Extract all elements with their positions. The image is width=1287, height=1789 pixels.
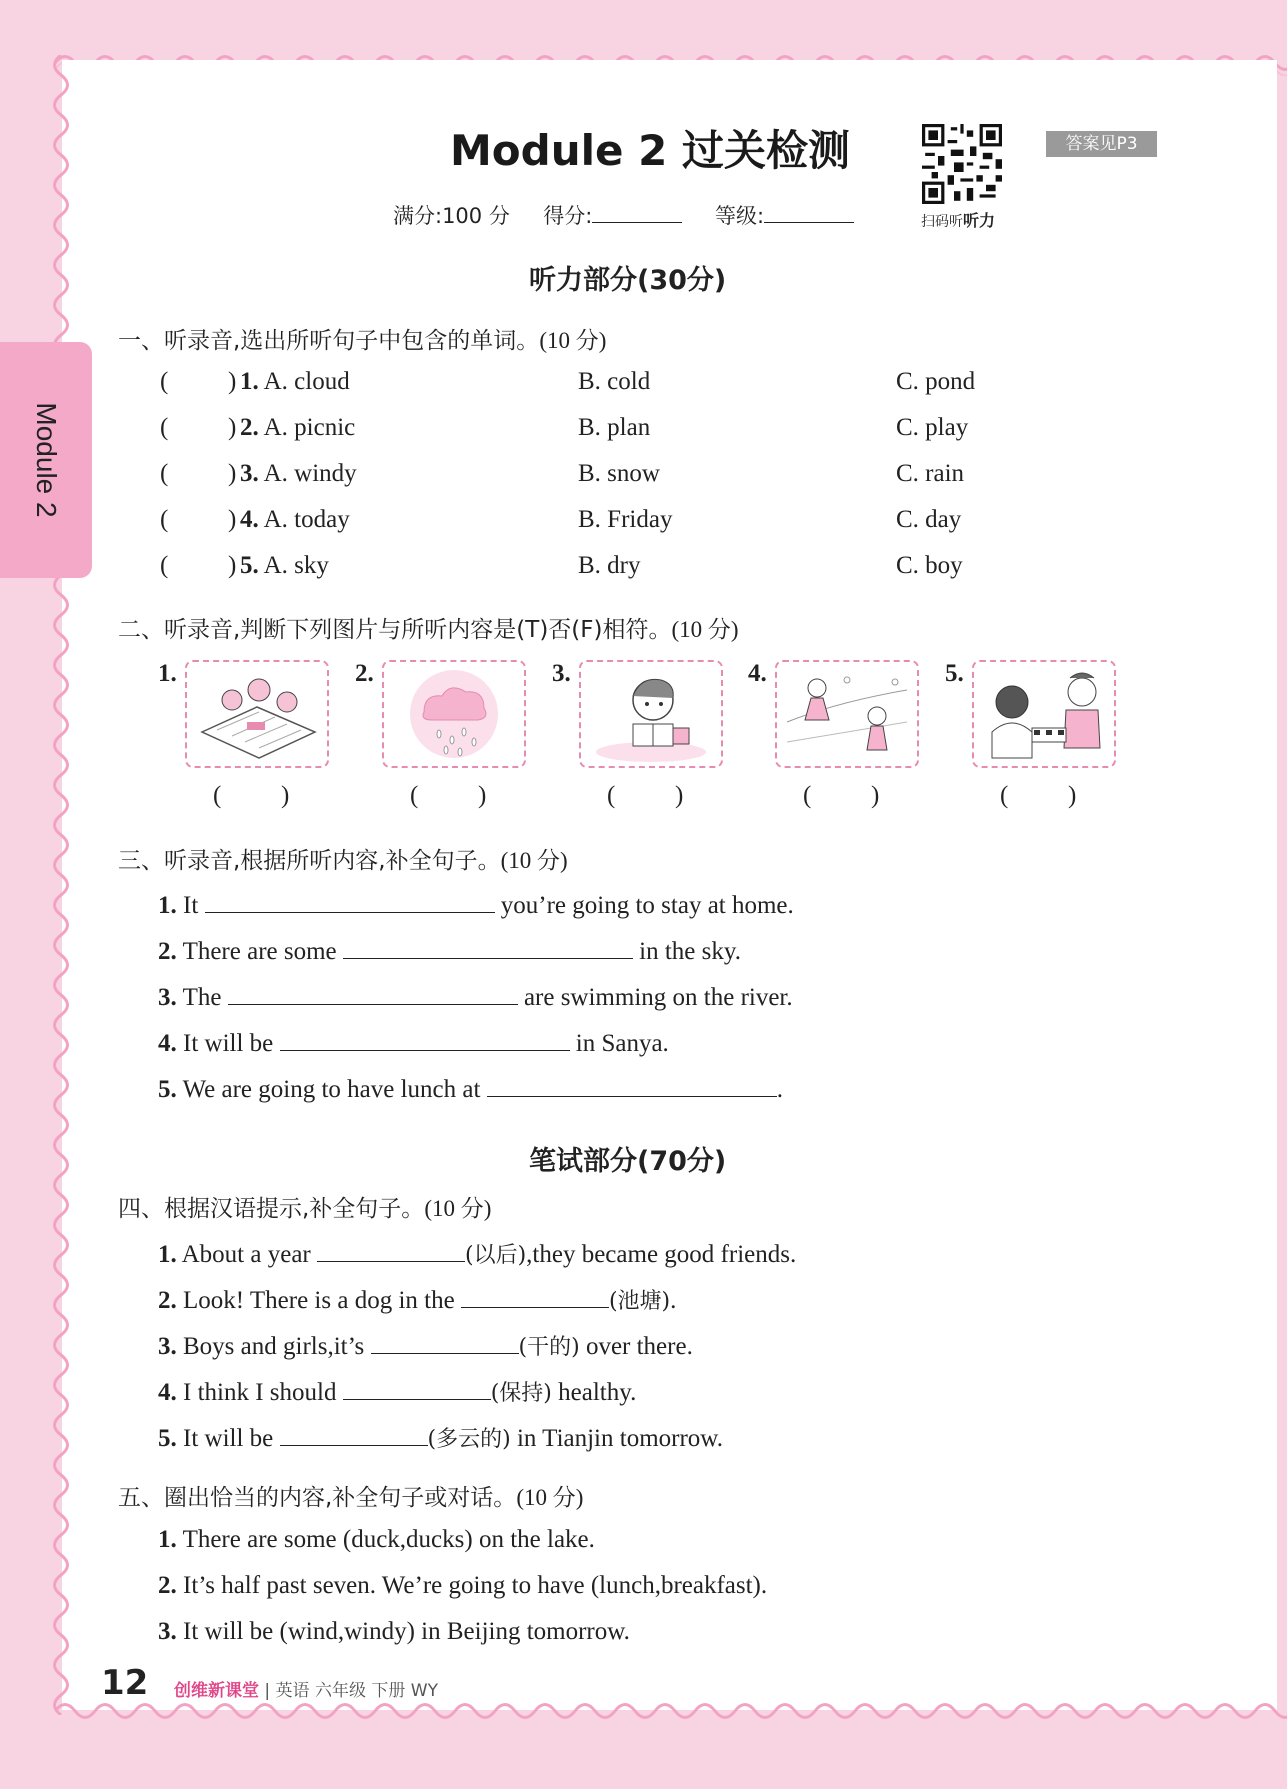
- answer-paren-close: ): [228, 506, 237, 533]
- item-number: 2.: [158, 1572, 177, 1599]
- picture-number: 5.: [945, 660, 964, 687]
- snow-play-picture: [775, 660, 919, 768]
- option-c: C. play: [896, 414, 969, 441]
- sentence-after: in Tianjin tomorrow.: [516, 1425, 723, 1452]
- answer-blank[interactable]: [205, 888, 495, 913]
- sentence-after: ,they became good friends.: [526, 1241, 797, 1268]
- worksheet-paper: [62, 60, 1277, 1710]
- answer-paren-close: ): [228, 368, 237, 395]
- section-5-title: 五、圈出恰当的内容,补全句子或对话。: [118, 1485, 517, 1511]
- item-number: 5.: [158, 1076, 177, 1103]
- sentence-before: It will be: [183, 1425, 274, 1452]
- grade-field[interactable]: [764, 222, 854, 223]
- section-1-points: (10 分): [539, 328, 607, 353]
- answer-paren-open[interactable]: (: [160, 552, 169, 579]
- picnic-picture: [185, 660, 329, 768]
- sentence-after: over there.: [585, 1333, 693, 1360]
- sentence-after: in the sky.: [639, 938, 741, 965]
- answer-paren-open[interactable]: (: [160, 460, 169, 487]
- page-number: 12: [101, 1663, 149, 1703]
- grade-label: 等级:: [715, 204, 765, 228]
- sentence-after: .: [776, 1076, 783, 1103]
- reading-boy-illustration: [581, 662, 721, 766]
- fill-sentence: [158, 1283, 676, 1315]
- option-b: B. dry: [578, 552, 641, 579]
- option-b: B. snow: [578, 460, 660, 487]
- option-c: C. rain: [896, 460, 965, 487]
- fill-sentence: [158, 1421, 723, 1453]
- fill-sentence: [158, 1237, 796, 1269]
- item-number: 4.: [240, 506, 259, 533]
- section-4-title: 四、根据汉语提示,补全句子。: [118, 1196, 425, 1222]
- section-3-points: (10 分): [500, 848, 568, 873]
- answer-blank[interactable]: [280, 1421, 428, 1446]
- option-c: C. boy: [896, 552, 963, 579]
- side-tab-label: Module 2: [31, 402, 62, 518]
- picnic-illustration: [187, 662, 327, 766]
- chess-illustration: [974, 662, 1114, 766]
- item-number: 3.: [158, 1333, 177, 1360]
- option-b: B. plan: [578, 414, 651, 441]
- snow-play-illustration: [777, 662, 917, 766]
- item-number: 1.: [158, 1241, 177, 1268]
- choice-sentence: [158, 1526, 595, 1554]
- item-number: 2.: [158, 1287, 177, 1314]
- sentence-after: in Sanya.: [575, 1030, 669, 1057]
- sentence-after: are swimming on the river.: [523, 984, 793, 1011]
- sentence-before: I think I should: [183, 1379, 337, 1406]
- option-a: A. windy: [263, 460, 357, 487]
- fill-sentence: [158, 934, 741, 966]
- fill-sentence: [158, 888, 794, 920]
- sentence-before: About a year: [181, 1241, 311, 1268]
- section-2-title: 二、听录音,判断下列图片与所听内容是(T)否(F)相符。: [118, 617, 672, 643]
- picture-number: 1.: [158, 660, 177, 687]
- item-number: 5.: [240, 552, 259, 579]
- section-1-title: 一、听录音,选出所听句子中包含的单词。: [118, 328, 540, 354]
- sentence-text[interactable]: There are some (duck,ducks) on the lake.: [182, 1526, 595, 1553]
- sentence-before: Look! There is a dog in the: [183, 1287, 455, 1314]
- sentence-after: healthy.: [558, 1379, 637, 1406]
- option-a: A. today: [263, 506, 350, 533]
- section-5-points: (10 分): [516, 1485, 584, 1510]
- answer-blank[interactable]: [343, 934, 633, 959]
- section-4-points: (10 分): [424, 1196, 492, 1221]
- choice-sentence: [158, 1572, 767, 1600]
- wavy-border-bottom: [55, 1698, 1287, 1724]
- chinese-hint: (池塘): [608, 1289, 671, 1314]
- answer-blank[interactable]: [461, 1283, 609, 1308]
- section-2-heading: [118, 611, 739, 644]
- option-c: C. pond: [896, 368, 976, 395]
- section-1-heading: [118, 322, 606, 355]
- answer-blank[interactable]: [317, 1237, 465, 1262]
- section-3-heading: [118, 842, 568, 875]
- section-2-points: (10 分): [671, 617, 739, 642]
- section-5-heading: [118, 1479, 583, 1512]
- chinese-hint: (保持): [490, 1381, 552, 1406]
- rain-cloud-illustration: [384, 662, 524, 766]
- page-title: Module 2 过关检测: [450, 126, 850, 175]
- score-label: 得分:: [543, 204, 593, 228]
- item-number: 2.: [158, 938, 177, 965]
- answer-paren-close: ): [228, 460, 237, 487]
- item-number: 2.: [240, 414, 259, 441]
- qr-caption-bold: 听力: [963, 211, 996, 230]
- item-number: 1.: [158, 892, 177, 919]
- fill-sentence: [158, 1329, 693, 1361]
- item-number: 3.: [158, 984, 177, 1011]
- listening-part-heading: 听力部分(30分): [529, 265, 727, 296]
- answer-badge: 答案见P3: [1046, 131, 1157, 157]
- fill-sentence: [158, 980, 793, 1012]
- writing-part-heading: 笔试部分(70分): [529, 1146, 727, 1177]
- item-number: 4.: [158, 1030, 177, 1057]
- item-number: 1.: [240, 368, 259, 395]
- option-b: B. Friday: [578, 506, 673, 533]
- book-info: 英语 六年级 下册 WY: [275, 1681, 438, 1701]
- sentence-text[interactable]: It’s half past seven. We’re going to have (lunch,breakfast).: [183, 1572, 768, 1599]
- module-side-tab: [0, 342, 92, 578]
- item-number: 3.: [240, 460, 259, 487]
- answer-paren-close: ): [228, 414, 237, 441]
- answer-paren-open[interactable]: (: [160, 368, 169, 395]
- sentence-before: We are going to have lunch at: [182, 1076, 481, 1103]
- answer-blank[interactable]: [280, 1026, 570, 1051]
- picture-number: 4.: [748, 660, 767, 687]
- score-field[interactable]: [592, 222, 682, 223]
- picture-number: 2.: [355, 660, 374, 687]
- item-number: 3.: [158, 1618, 177, 1645]
- answer-blank[interactable]: [228, 980, 518, 1005]
- score-line: [393, 200, 880, 230]
- section-4-heading: [118, 1190, 491, 1223]
- choice-sentence: [158, 1618, 630, 1646]
- answer-paren-close: ): [228, 552, 237, 579]
- picture-number: 3.: [552, 660, 571, 687]
- qr-caption-small: 扫码听: [921, 214, 963, 230]
- reading-boy-picture: [579, 660, 723, 768]
- chinese-hint: (干的): [518, 1335, 580, 1360]
- chess-picture: [972, 660, 1116, 768]
- fill-sentence: [158, 1026, 669, 1058]
- sentence-after: you’re going to stay at home.: [500, 892, 794, 919]
- brand-name: 创维新课堂: [174, 1681, 259, 1701]
- qr-caption: [921, 208, 995, 231]
- footer-info: 创维新课堂 | 英语 六年级 下册 WY: [174, 1681, 438, 1701]
- answer-paren-open[interactable]: (: [160, 506, 169, 533]
- option-a: A. picnic: [263, 414, 356, 441]
- rain-picture: [382, 660, 526, 768]
- item-number: 5.: [158, 1425, 177, 1452]
- answer-paren-open[interactable]: (: [160, 414, 169, 441]
- sentence-after: .: [670, 1287, 677, 1314]
- sentence-before: It: [183, 892, 199, 919]
- sentence-before: Boys and girls,it’s: [183, 1333, 365, 1360]
- sentence-before: It will be: [183, 1030, 274, 1057]
- chinese-hint: (以后): [465, 1243, 527, 1268]
- item-number: 4.: [158, 1379, 177, 1406]
- chinese-hint: (多云的): [427, 1427, 511, 1452]
- fill-sentence: [158, 1072, 783, 1104]
- answer-blank[interactable]: [371, 1329, 519, 1354]
- sentence-before: The: [182, 984, 222, 1011]
- answer-blank[interactable]: [343, 1375, 491, 1400]
- option-b: B. cold: [578, 368, 651, 395]
- section-3-title: 三、听录音,根据所听内容,补全句子。: [118, 848, 501, 874]
- option-a: A. cloud: [263, 368, 350, 395]
- item-number: 1.: [158, 1526, 177, 1553]
- fill-sentence: [158, 1375, 636, 1407]
- option-c: C. day: [896, 506, 962, 533]
- qr-code-icon[interactable]: [922, 124, 1002, 204]
- answer-blank[interactable]: [487, 1072, 777, 1097]
- full-score: 满分:100 分: [393, 204, 510, 228]
- sentence-text[interactable]: It will be (wind,windy) in Beijing tomorrow.: [183, 1618, 630, 1645]
- wavy-border-left: [48, 55, 74, 1715]
- option-a: A. sky: [263, 552, 329, 579]
- sentence-before: There are some: [182, 938, 337, 965]
